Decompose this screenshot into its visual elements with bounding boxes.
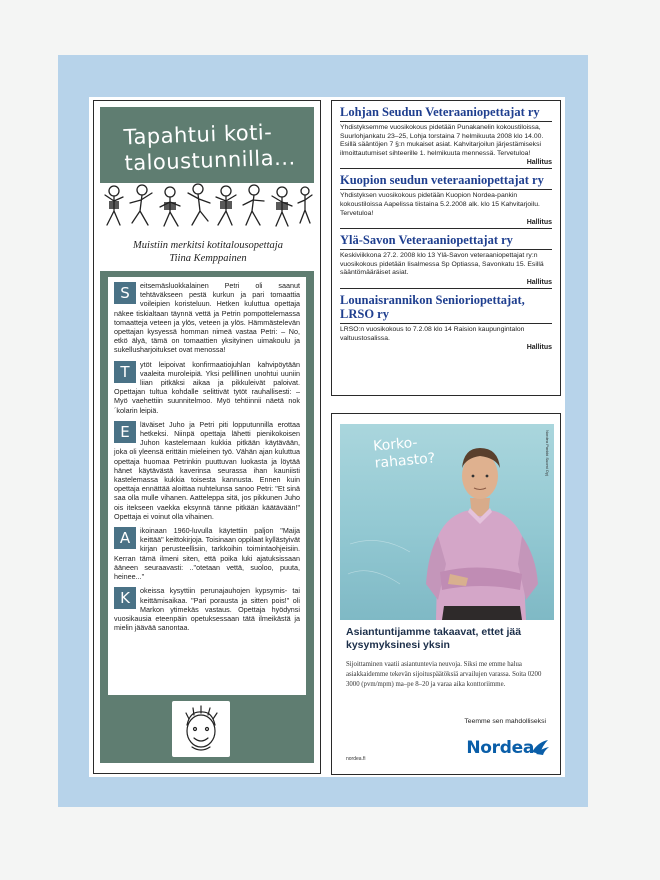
ad-slogan: Teemme sen mahdolliseksi: [464, 718, 546, 725]
notice-title: Lohjan Seudun Veteraaniopettajat ry: [340, 105, 540, 119]
notices-column: [331, 100, 561, 396]
ad-credit: Nordea Pankki Suomi Oyj: [545, 430, 550, 476]
notice-signature: Hallitus: [526, 219, 552, 227]
notice-title: Ylä-Savon Veteraaniopettajat ry: [340, 233, 513, 248]
divider: [340, 288, 552, 289]
drop-cap: T: [114, 361, 136, 383]
article-paragraph: [114, 420, 300, 521]
divider: [340, 228, 552, 229]
ad-body: Sijoittaminen vaatii asiantuntevia neuvoja. Siksi me emme halua asiakkaidemme tekevän sijoituspäätöksiä arvailujen varassa. Soita 0200 3000 (pvm/mpm) ma–pe 8–20 ja varaa aika konttoriimme.: [346, 661, 542, 688]
article-paragraph: [114, 586, 300, 632]
drop-cap: S: [114, 282, 136, 304]
paragraph-text: okeissa kysyttiin perunajauhojen kypsymis- tai keittämisaikaa. "Pari porausta ja sitten pois!" oli Markon ytimekäs vastaus. Opettaja hyödynsi vuosikausia eteenpäin opetuksessaan tätä ilmeikästä ja mielin jäävää sanontaa.: [114, 586, 300, 633]
nordea-logo: Nordea: [466, 738, 534, 758]
divider: [340, 168, 552, 169]
dancing-kids-illustration: [100, 181, 314, 231]
divider: [340, 323, 552, 324]
article-paragraph: [114, 526, 300, 581]
ad-url: nordea.fi: [346, 756, 366, 762]
man-illustration: [340, 424, 554, 620]
drop-cap: E: [114, 421, 136, 443]
face-illustration: [172, 701, 230, 757]
nordea-advertisement: [331, 413, 561, 775]
notice-text: Yhdistyksemme vuosikokous pidetään Punakanelin kokoustiloissa, Suurlohjankatu 23–25, Lohja torstaina 7 helmikuuta 2008 klo 14.00. Esillä sääntöjen 7 §:n mukaiset asiat. Kahvitarjoilun järjestämiseksi ilmoittautumiset sihteerille 1. helmikuuta mennessä. Tervetuloa!: [340, 124, 544, 157]
notice-signature: Hallitus: [526, 278, 552, 286]
notice-kuopio: [340, 173, 552, 229]
article-body: [108, 277, 306, 695]
ad-headline: Asiantuntijamme takaavat, ettet jää kysymyksinesi yksin: [346, 626, 522, 651]
chalk-text-line1: Korko-: [372, 434, 419, 455]
notice-title: Kuopion seudun veteraaniopettajat ry: [340, 173, 544, 188]
article-title-line1: Tapahtui koti-: [123, 120, 273, 150]
ad-chalk-question: [373, 433, 436, 472]
article-title-line2: taloustunnilla...: [124, 145, 296, 176]
byline-author: Tiina Kemppainen: [169, 253, 247, 264]
byline-line1: Muistiin merkitsi kotitalousopettaja: [133, 240, 283, 251]
notice-text: Keskiviikkona 27.2. 2008 klo 13 Ylä-Savon veteraaniopettajat ry:n vuosikokous pidetään Iisalmessa Sp Optiassa, Savonkatu 15. Esillä sääntömääräiset asiat.: [340, 252, 544, 277]
notice-lohja: [340, 105, 552, 169]
notice-yla-savo: [340, 233, 552, 289]
drop-cap: A: [114, 527, 136, 549]
divider: [340, 121, 552, 122]
notice-text: LRSO:n vuosikokous to 7.2.08 klo 14 Raision kaupungintalon valtuustosalissa.: [340, 325, 525, 342]
notice-title: Lounaisrannikon Senioriopettajat, LRSO ry: [340, 292, 525, 321]
notice-signature: Hallitus: [526, 159, 552, 167]
article-body-frame: [100, 271, 314, 763]
article-paragraph: [114, 281, 300, 355]
nordea-wave-icon: [530, 738, 550, 756]
divider: [340, 189, 552, 190]
ad-photo: [340, 424, 554, 620]
article-title-box: [100, 107, 314, 183]
drop-cap: K: [114, 587, 136, 609]
paragraph-text: ikoinaan 1960-luvulla käytettiin paljon "Maija keittää" keittokirjoja. Toisinaan oppilaat kyllästyivät kirjan perusteellisiin, tarkkoihin toimintaohjeisiin. Kerran tämä ilmeni siten, että poika luki ajatuksissaan ääneen seuraavasti: .."otetaan vettä, suoloo, puuta, heinee...": [114, 526, 300, 582]
paragraph-text: läväiset Juho ja Petri piti lopputunnilla erottaa hetkeksi. Niinpä opettaja lähetti pienikokoisen Juhon kastelemaan kukkia pitkään käytävään, joka oli yleensä erittäin mieleinen työ. Vähän ajan kuluttua opettaja huomaa Petrinkin puuttuvan luokasta ja löytää hänet käytävästä kaverinsa seurassa ihan kauniisti kastelemassa kukkia toisesta kannusta. Ennen kuin opettaja ennättää aloittaa nuhtelunsa sanoo Petri: "Et sinä saa olla mulle vihanen. Aatteleppa sitä, jos pikkunen Juho ois itekseen vaekka eksynnä tänne pitkään käätävään!" Opettaja ei voinut olla vihainen.: [114, 419, 300, 521]
notice-lounaisrannikko: [340, 293, 552, 351]
article-byline: [104, 239, 312, 265]
article-column: [93, 100, 321, 774]
paragraph-text: eitsemäsluokkalainen Petri oli saanut tehtäväkseen pestä kurkun ja pari tomaattia voileipien koristeluun. Hetken kuluttua opettaja näkee tiskialtaan täynnä vettä ja Petrin pompottelemassa tomaatteja veteen ja ylös, veteen ja ylös. Hämmästelevän opettajan kysyessä homman nimeä vastaa Petri: – No, etkö älyä, tämä on tomaattien yksityinen uimakoulu ja sukellusharjoitukset ovat menossa!: [114, 281, 300, 355]
notice-signature: Hallitus: [526, 344, 552, 352]
divider: [340, 249, 552, 250]
article-paragraph: [114, 360, 300, 415]
notice-text: Yhdistyksen vuosikokous pidetään Kuopion Nordea-pankin kokoustiloissa Aapelissa tiistaina 5.2.2008 alk. klo 15 Kahvitarjoilu. Tervetuloa!: [340, 192, 540, 217]
article-title: [123, 118, 315, 177]
chalk-text-line2: rahasto?: [374, 450, 436, 472]
paragraph-text: ytöt leipoivat konfirmaatiojuhlan kahvipöytään vaaleita muroleipiä. Yksi pellillinen unohtui uuniin liian pitkäksi aikaa ja pikkuleivät paloivat. Opettajan tultua kohdalle selittivät tytöt rauhallisesti: – Myö vaehettiin suunnitelmoo. Myö tehtiinnii näetä nok´kolarin leipiä.: [114, 359, 300, 415]
